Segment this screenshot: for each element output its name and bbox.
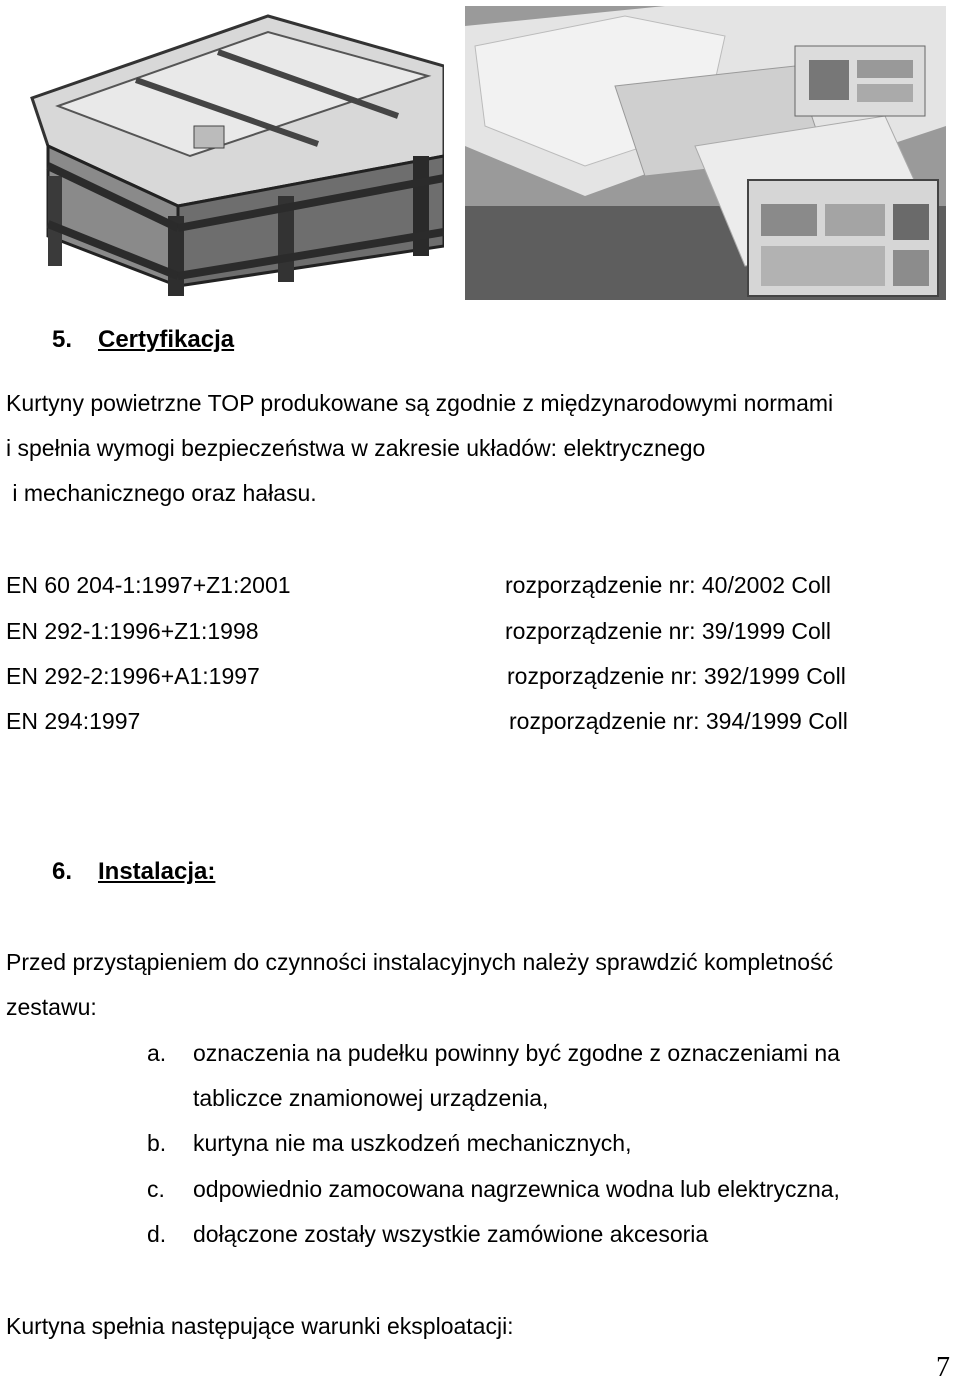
installation-intro: [6, 940, 958, 1030]
item-text-continued: tabliczce znamionowej urządzenia,: [193, 1085, 549, 1111]
item-text: oznaczenia na pudełku powinny być zgodne z oznaczeniami na: [193, 1040, 840, 1066]
item-marker: b.: [147, 1130, 167, 1156]
section-5-title: Certyfikacja: [98, 326, 235, 353]
paragraph-line-1: Kurtyny powietrzne TOP produkowane są zgodnie z międzynarodowymi normami: [6, 390, 834, 416]
regulation-item: rozporządzenie nr: 40/2002 Coll: [505, 572, 832, 598]
word: układów:: [466, 435, 558, 461]
word: zakresie: [374, 435, 460, 461]
word: i: [6, 435, 12, 461]
item-marker: a.: [147, 1040, 167, 1066]
checklist-item: [147, 1031, 840, 1121]
checklist-item: [147, 1167, 840, 1212]
word: w: [351, 435, 368, 461]
section-6-title: Instalacja:: [98, 858, 216, 885]
section-5-heading: [52, 326, 234, 354]
item-text: dołączone zostały wszystkie zamówione akcesoria: [193, 1221, 709, 1247]
crate-photo: [18, 6, 444, 300]
item-marker: d.: [147, 1221, 167, 1247]
page-number: 7: [936, 1352, 950, 1383]
word: spełnia: [17, 435, 91, 461]
checklist-item: [147, 1121, 632, 1166]
certification-paragraph: [6, 381, 958, 516]
intro-line-2: zestawu:: [6, 994, 97, 1020]
wrapped-unit-photo: [465, 6, 946, 300]
operating-conditions-line: Kurtyna spełnia następujące warunki eksploatacji:: [6, 1313, 514, 1339]
standard-item: EN 294:1997: [6, 708, 141, 734]
item-marker: c.: [147, 1176, 165, 1202]
checklist-item: [147, 1212, 708, 1257]
paragraph-line-3: i mechanicznego oraz hałasu.: [6, 480, 317, 506]
word: bezpieczeństwa: [181, 435, 345, 461]
regulation-item: rozporządzenie nr: 39/1999 Coll: [505, 618, 832, 644]
standard-item: EN 60 204-1:1997+Z1:2001: [6, 572, 291, 598]
regulation-item: rozporządzenie nr: 394/1999 Coll: [509, 708, 848, 734]
standard-item: EN 292-1:1996+Z1:1998: [6, 618, 259, 644]
paragraph-line-2: [6, 426, 958, 471]
item-text: kurtyna nie ma uszkodzeń mechanicznych,: [193, 1130, 632, 1156]
word: elektrycznego: [563, 435, 706, 461]
standard-item: EN 292-2:1996+A1:1997: [6, 663, 260, 689]
section-6-number: 6.: [52, 858, 73, 885]
word: wymogi: [96, 435, 175, 461]
item-text: odpowiednio zamocowana nagrzewnica wodna lub elektryczna,: [193, 1176, 840, 1202]
section-6-heading: [52, 858, 215, 886]
intro-line-1: Przed przystąpieniem do czynności instalacyjnych należy sprawdzić kompletność: [6, 949, 834, 975]
regulation-item: rozporządzenie nr: 392/1999 Coll: [507, 663, 846, 689]
section-5-number: 5.: [52, 326, 73, 353]
